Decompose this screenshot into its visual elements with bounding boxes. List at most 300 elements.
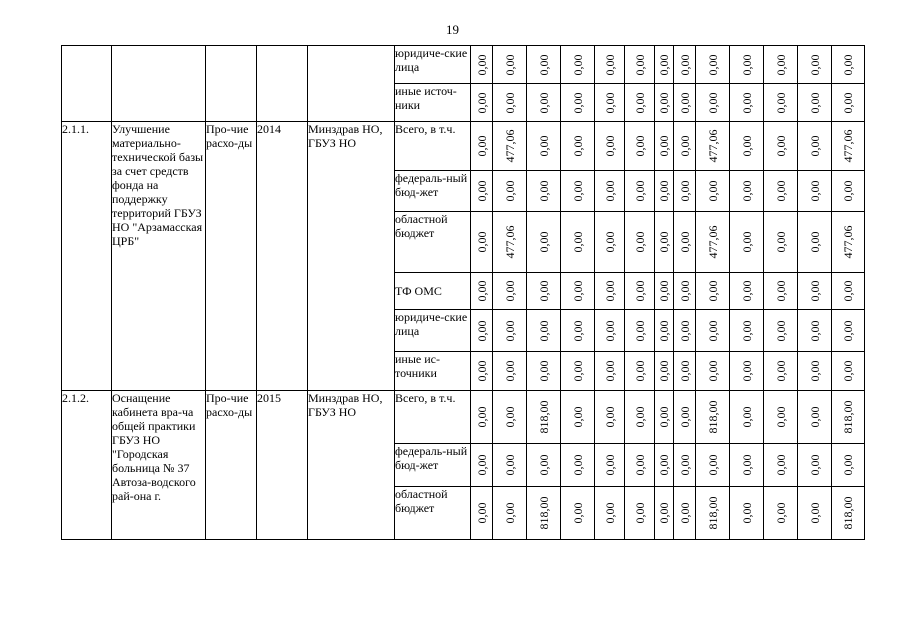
value-text: 0,00 — [536, 320, 551, 341]
value-cell — [655, 391, 674, 444]
value-cell — [764, 310, 798, 352]
value-cell — [730, 487, 764, 540]
value-text: 0,00 — [807, 180, 822, 202]
item-name: Оснащение кабинета вра-ча общей практики ГБУЗ НО "Городская больница № 37 Автоза-водского рай-она г. — [112, 391, 206, 540]
value-text: 0,00 — [632, 280, 647, 302]
funding-source: федераль-ный бюд-жет — [395, 444, 471, 487]
value-text: 0,00 — [570, 502, 585, 524]
value-cell — [471, 444, 493, 487]
value-cell — [595, 212, 625, 273]
value-text: 0,00 — [536, 280, 551, 302]
item-number: 2.1.1. — [62, 122, 112, 391]
value-text: 0,00 — [502, 92, 517, 113]
value-text: 0,00 — [502, 180, 517, 202]
value-cell — [561, 46, 595, 84]
item-executor: Минздрав НО, ГБУЗ НО — [308, 391, 395, 540]
value-cell — [561, 487, 595, 540]
value-text: 0,00 — [739, 92, 754, 113]
value-cell — [674, 310, 696, 352]
value-text: 0,00 — [632, 320, 647, 341]
value-cell — [674, 273, 696, 310]
funding-source: областной бюджет — [395, 212, 471, 273]
value-text: 0,00 — [570, 406, 585, 428]
value-text: 818,00 — [536, 496, 551, 530]
value-cell — [561, 352, 595, 391]
value-cell — [674, 444, 696, 487]
value-text: 477,06 — [841, 129, 855, 163]
value-text: 0,00 — [677, 92, 692, 113]
value-text: 0,00 — [570, 320, 585, 341]
value-text: 0,00 — [705, 280, 720, 302]
value-cell — [798, 391, 832, 444]
value-text: 0,00 — [536, 454, 551, 476]
value-text: 818,00 — [705, 496, 720, 530]
value-cell — [730, 310, 764, 352]
value-text: 0,00 — [602, 231, 617, 253]
value-cell — [655, 122, 674, 171]
funding-source: иные ис-точники — [395, 352, 471, 391]
value-text: 0,00 — [773, 360, 788, 382]
value-cell — [696, 391, 730, 444]
value-cell — [764, 122, 798, 171]
value-text: 0,00 — [807, 231, 822, 253]
value-text: 0,00 — [657, 360, 671, 382]
value-text: 0,00 — [474, 92, 489, 113]
value-text: 0,00 — [570, 231, 585, 253]
value-cell — [798, 212, 832, 273]
value-text: 0,00 — [602, 360, 617, 382]
value-text: 0,00 — [632, 502, 647, 524]
value-text: 0,00 — [502, 406, 517, 428]
value-cell — [471, 352, 493, 391]
value-cell — [595, 352, 625, 391]
item-number — [62, 46, 112, 122]
value-cell — [798, 122, 832, 171]
value-text: 0,00 — [502, 454, 517, 476]
value-text: 0,00 — [677, 280, 692, 302]
value-cell — [625, 171, 655, 212]
value-cell — [696, 273, 730, 310]
value-cell — [561, 391, 595, 444]
value-cell — [527, 212, 561, 273]
value-cell — [493, 84, 527, 122]
table-body — [62, 46, 865, 540]
value-cell — [696, 46, 730, 84]
value-text: 0,00 — [657, 320, 671, 341]
value-cell — [471, 273, 493, 310]
value-cell — [832, 171, 865, 212]
value-text: 0,00 — [705, 92, 720, 113]
value-cell — [493, 391, 527, 444]
value-cell — [493, 352, 527, 391]
table-row — [62, 46, 865, 84]
value-cell — [595, 391, 625, 444]
value-cell — [696, 212, 730, 273]
value-text: 0,00 — [841, 320, 855, 341]
value-text: 0,00 — [773, 54, 788, 75]
value-text: 0,00 — [677, 454, 692, 476]
value-text: 0,00 — [677, 135, 692, 157]
value-text: 0,00 — [602, 406, 617, 428]
value-text: 0,00 — [570, 135, 585, 157]
value-cell — [730, 122, 764, 171]
value-cell — [527, 444, 561, 487]
value-text: 0,00 — [705, 54, 720, 75]
value-text: 0,00 — [536, 231, 551, 253]
value-text: 0,00 — [657, 135, 671, 157]
value-cell — [730, 84, 764, 122]
value-text: 0,00 — [536, 360, 551, 382]
value-cell — [625, 273, 655, 310]
value-text: 0,00 — [657, 92, 671, 113]
value-cell — [493, 487, 527, 540]
value-cell — [798, 171, 832, 212]
value-text: 477,06 — [502, 129, 517, 163]
value-text: 818,00 — [705, 400, 720, 434]
value-cell — [764, 171, 798, 212]
value-text: 0,00 — [632, 92, 647, 113]
value-cell — [625, 352, 655, 391]
value-text: 0,00 — [807, 320, 822, 341]
value-cell — [625, 84, 655, 122]
value-text: 0,00 — [841, 280, 855, 302]
value-cell — [696, 84, 730, 122]
expense-type: Про-чие расхо-ды — [206, 391, 257, 540]
value-cell — [527, 84, 561, 122]
value-text: 0,00 — [739, 135, 754, 157]
value-text: 0,00 — [474, 502, 489, 524]
value-cell — [730, 212, 764, 273]
value-text: 0,00 — [570, 280, 585, 302]
value-cell — [730, 444, 764, 487]
value-cell — [696, 171, 730, 212]
value-text: 0,00 — [773, 320, 788, 341]
value-text: 0,00 — [502, 280, 517, 302]
value-cell — [832, 444, 865, 487]
value-text: 0,00 — [705, 320, 720, 341]
value-text: 0,00 — [657, 502, 671, 524]
funding-source: областной бюджет — [395, 487, 471, 540]
value-cell — [527, 391, 561, 444]
value-cell — [595, 444, 625, 487]
value-text: 0,00 — [841, 360, 855, 382]
value-cell — [696, 122, 730, 171]
value-cell — [493, 212, 527, 273]
value-text: 0,00 — [632, 454, 647, 476]
value-text: 0,00 — [739, 320, 754, 341]
value-text: 0,00 — [536, 54, 551, 75]
value-cell — [493, 171, 527, 212]
value-cell — [471, 212, 493, 273]
value-cell — [625, 212, 655, 273]
value-cell — [696, 487, 730, 540]
value-cell — [595, 273, 625, 310]
value-cell — [655, 444, 674, 487]
value-text: 0,00 — [773, 180, 788, 202]
value-text: 0,00 — [570, 180, 585, 202]
value-text: 0,00 — [841, 54, 855, 75]
value-text: 818,00 — [841, 400, 855, 434]
value-text: 0,00 — [602, 280, 617, 302]
funding-source: ТФ ОМС — [395, 273, 471, 310]
value-text: 0,00 — [773, 135, 788, 157]
item-executor: Минздрав НО, ГБУЗ НО — [308, 122, 395, 391]
value-cell — [625, 310, 655, 352]
value-text: 0,00 — [602, 135, 617, 157]
value-cell — [798, 487, 832, 540]
item-number: 2.1.2. — [62, 391, 112, 540]
value-cell — [730, 273, 764, 310]
value-cell — [595, 487, 625, 540]
value-cell — [561, 84, 595, 122]
value-cell — [595, 310, 625, 352]
value-text: 0,00 — [807, 92, 822, 113]
value-text: 0,00 — [474, 454, 489, 476]
value-text: 0,00 — [739, 180, 754, 202]
value-cell — [674, 352, 696, 391]
value-cell — [764, 212, 798, 273]
value-text: 0,00 — [677, 320, 692, 341]
value-cell — [471, 84, 493, 122]
value-cell — [764, 84, 798, 122]
expense-type — [206, 46, 257, 122]
item-name — [112, 46, 206, 122]
value-text: 0,00 — [807, 360, 822, 382]
value-text: 0,00 — [502, 320, 517, 341]
value-cell — [764, 444, 798, 487]
value-text: 0,00 — [632, 360, 647, 382]
value-cell — [493, 444, 527, 487]
value-cell — [798, 46, 832, 84]
value-cell — [561, 273, 595, 310]
value-cell — [471, 46, 493, 84]
value-text: 0,00 — [657, 54, 671, 75]
value-text: 477,06 — [705, 225, 720, 259]
value-cell — [674, 46, 696, 84]
value-text: 0,00 — [739, 54, 754, 75]
value-cell — [832, 212, 865, 273]
value-text: 0,00 — [602, 180, 617, 202]
value-cell — [696, 352, 730, 391]
value-text: 0,00 — [807, 54, 822, 75]
value-text: 0,00 — [739, 502, 754, 524]
item-executor — [308, 46, 395, 122]
value-text: 0,00 — [502, 502, 517, 524]
value-cell — [527, 171, 561, 212]
value-text: 0,00 — [677, 180, 692, 202]
value-text: 0,00 — [739, 454, 754, 476]
value-cell — [674, 122, 696, 171]
value-text: 0,00 — [474, 135, 489, 157]
value-text: 818,00 — [536, 400, 551, 434]
value-cell — [471, 391, 493, 444]
value-cell — [730, 171, 764, 212]
value-cell — [493, 46, 527, 84]
value-cell — [798, 273, 832, 310]
value-cell — [527, 487, 561, 540]
value-text: 0,00 — [474, 280, 489, 302]
value-cell — [471, 171, 493, 212]
value-cell — [595, 171, 625, 212]
value-cell — [798, 310, 832, 352]
value-text: 0,00 — [773, 280, 788, 302]
item-year: 2015 — [257, 391, 308, 540]
value-cell — [655, 273, 674, 310]
value-cell — [561, 310, 595, 352]
value-cell — [730, 46, 764, 84]
value-text: 0,00 — [677, 406, 692, 428]
value-text: 0,00 — [502, 360, 517, 382]
value-cell — [527, 273, 561, 310]
value-text: 0,00 — [807, 454, 822, 476]
value-cell — [798, 444, 832, 487]
value-text: 0,00 — [602, 320, 617, 341]
value-cell — [832, 84, 865, 122]
value-cell — [764, 273, 798, 310]
value-cell — [625, 487, 655, 540]
value-text: 477,06 — [705, 129, 720, 163]
value-text: 0,00 — [739, 280, 754, 302]
value-cell — [527, 310, 561, 352]
value-cell — [471, 487, 493, 540]
value-cell — [561, 444, 595, 487]
value-cell — [471, 310, 493, 352]
value-text: 0,00 — [657, 454, 671, 476]
value-text: 0,00 — [502, 54, 517, 75]
value-text: 0,00 — [677, 360, 692, 382]
value-cell — [493, 310, 527, 352]
value-text: 0,00 — [602, 92, 617, 113]
value-cell — [493, 122, 527, 171]
value-text: 0,00 — [632, 231, 647, 253]
value-cell — [655, 212, 674, 273]
table-row — [62, 122, 865, 171]
value-cell — [493, 273, 527, 310]
value-text: 0,00 — [474, 360, 489, 382]
value-text: 0,00 — [474, 231, 489, 253]
value-text: 0,00 — [570, 92, 585, 113]
value-cell — [527, 352, 561, 391]
value-text: 0,00 — [841, 180, 855, 202]
value-text: 0,00 — [657, 180, 671, 202]
item-year: 2014 — [257, 122, 308, 391]
value-cell — [527, 46, 561, 84]
value-text: 0,00 — [677, 502, 692, 524]
value-text: 0,00 — [773, 406, 788, 428]
value-text: 0,00 — [739, 360, 754, 382]
funding-source: юридиче-ские лица — [395, 46, 471, 84]
value-cell — [764, 487, 798, 540]
value-cell — [655, 487, 674, 540]
value-cell — [471, 122, 493, 171]
value-text: 477,06 — [841, 225, 855, 259]
value-text: 0,00 — [705, 180, 720, 202]
value-text: 0,00 — [657, 280, 671, 302]
value-text: 0,00 — [807, 135, 822, 157]
funding-source: иные источ-ники — [395, 84, 471, 122]
value-text: 0,00 — [602, 54, 617, 75]
value-cell — [561, 122, 595, 171]
item-year — [257, 46, 308, 122]
value-cell — [832, 487, 865, 540]
value-cell — [696, 444, 730, 487]
value-cell — [798, 84, 832, 122]
value-text: 0,00 — [474, 180, 489, 202]
value-cell — [730, 391, 764, 444]
value-text: 0,00 — [739, 406, 754, 428]
value-text: 0,00 — [773, 454, 788, 476]
value-cell — [696, 310, 730, 352]
value-cell — [764, 352, 798, 391]
value-cell — [595, 84, 625, 122]
value-cell — [674, 84, 696, 122]
program-activities-table — [61, 45, 865, 540]
value-text: 0,00 — [841, 454, 855, 476]
value-cell — [674, 391, 696, 444]
value-cell — [625, 122, 655, 171]
value-text: 0,00 — [705, 360, 720, 382]
value-cell — [655, 310, 674, 352]
value-cell — [655, 352, 674, 391]
value-text: 477,06 — [502, 225, 517, 259]
funding-source: Всего, в т.ч. — [395, 391, 471, 444]
page-number: 19 — [446, 22, 459, 37]
value-cell — [655, 84, 674, 122]
expense-type: Про-чие расхо-ды — [206, 122, 257, 391]
table-row — [62, 391, 865, 444]
funding-source: Всего, в т.ч. — [395, 122, 471, 171]
value-cell — [764, 46, 798, 84]
value-text: 0,00 — [677, 54, 692, 75]
value-cell — [832, 310, 865, 352]
item-name: Улучшение материально-технической базы за счет средств фонда на поддержку территорий ГБУЗ НО "Арзамасская ЦРБ" — [112, 122, 206, 391]
value-cell — [832, 46, 865, 84]
value-cell — [674, 487, 696, 540]
value-text: 0,00 — [773, 92, 788, 113]
value-text: 0,00 — [602, 502, 617, 524]
value-text: 0,00 — [739, 231, 754, 253]
value-text: 0,00 — [570, 454, 585, 476]
value-cell — [832, 352, 865, 391]
value-text: 0,00 — [570, 54, 585, 75]
value-text: 0,00 — [536, 92, 551, 113]
value-cell — [832, 122, 865, 171]
value-cell — [674, 171, 696, 212]
value-text: 0,00 — [807, 280, 822, 302]
value-text: 0,00 — [474, 320, 489, 341]
value-text: 0,00 — [536, 135, 551, 157]
value-text: 0,00 — [474, 406, 489, 428]
value-text: 0,00 — [474, 54, 489, 75]
value-text: 818,00 — [841, 496, 855, 530]
value-text: 0,00 — [602, 454, 617, 476]
value-text: 0,00 — [632, 54, 647, 75]
value-cell — [655, 171, 674, 212]
value-cell — [674, 212, 696, 273]
value-text: 0,00 — [773, 502, 788, 524]
value-cell — [595, 122, 625, 171]
value-cell — [832, 273, 865, 310]
value-cell — [764, 391, 798, 444]
value-cell — [595, 46, 625, 84]
value-cell — [561, 212, 595, 273]
value-text: 0,00 — [632, 406, 647, 428]
value-cell — [625, 391, 655, 444]
value-text: 0,00 — [570, 360, 585, 382]
value-text: 0,00 — [632, 135, 647, 157]
value-cell — [798, 352, 832, 391]
value-text: 0,00 — [632, 180, 647, 202]
